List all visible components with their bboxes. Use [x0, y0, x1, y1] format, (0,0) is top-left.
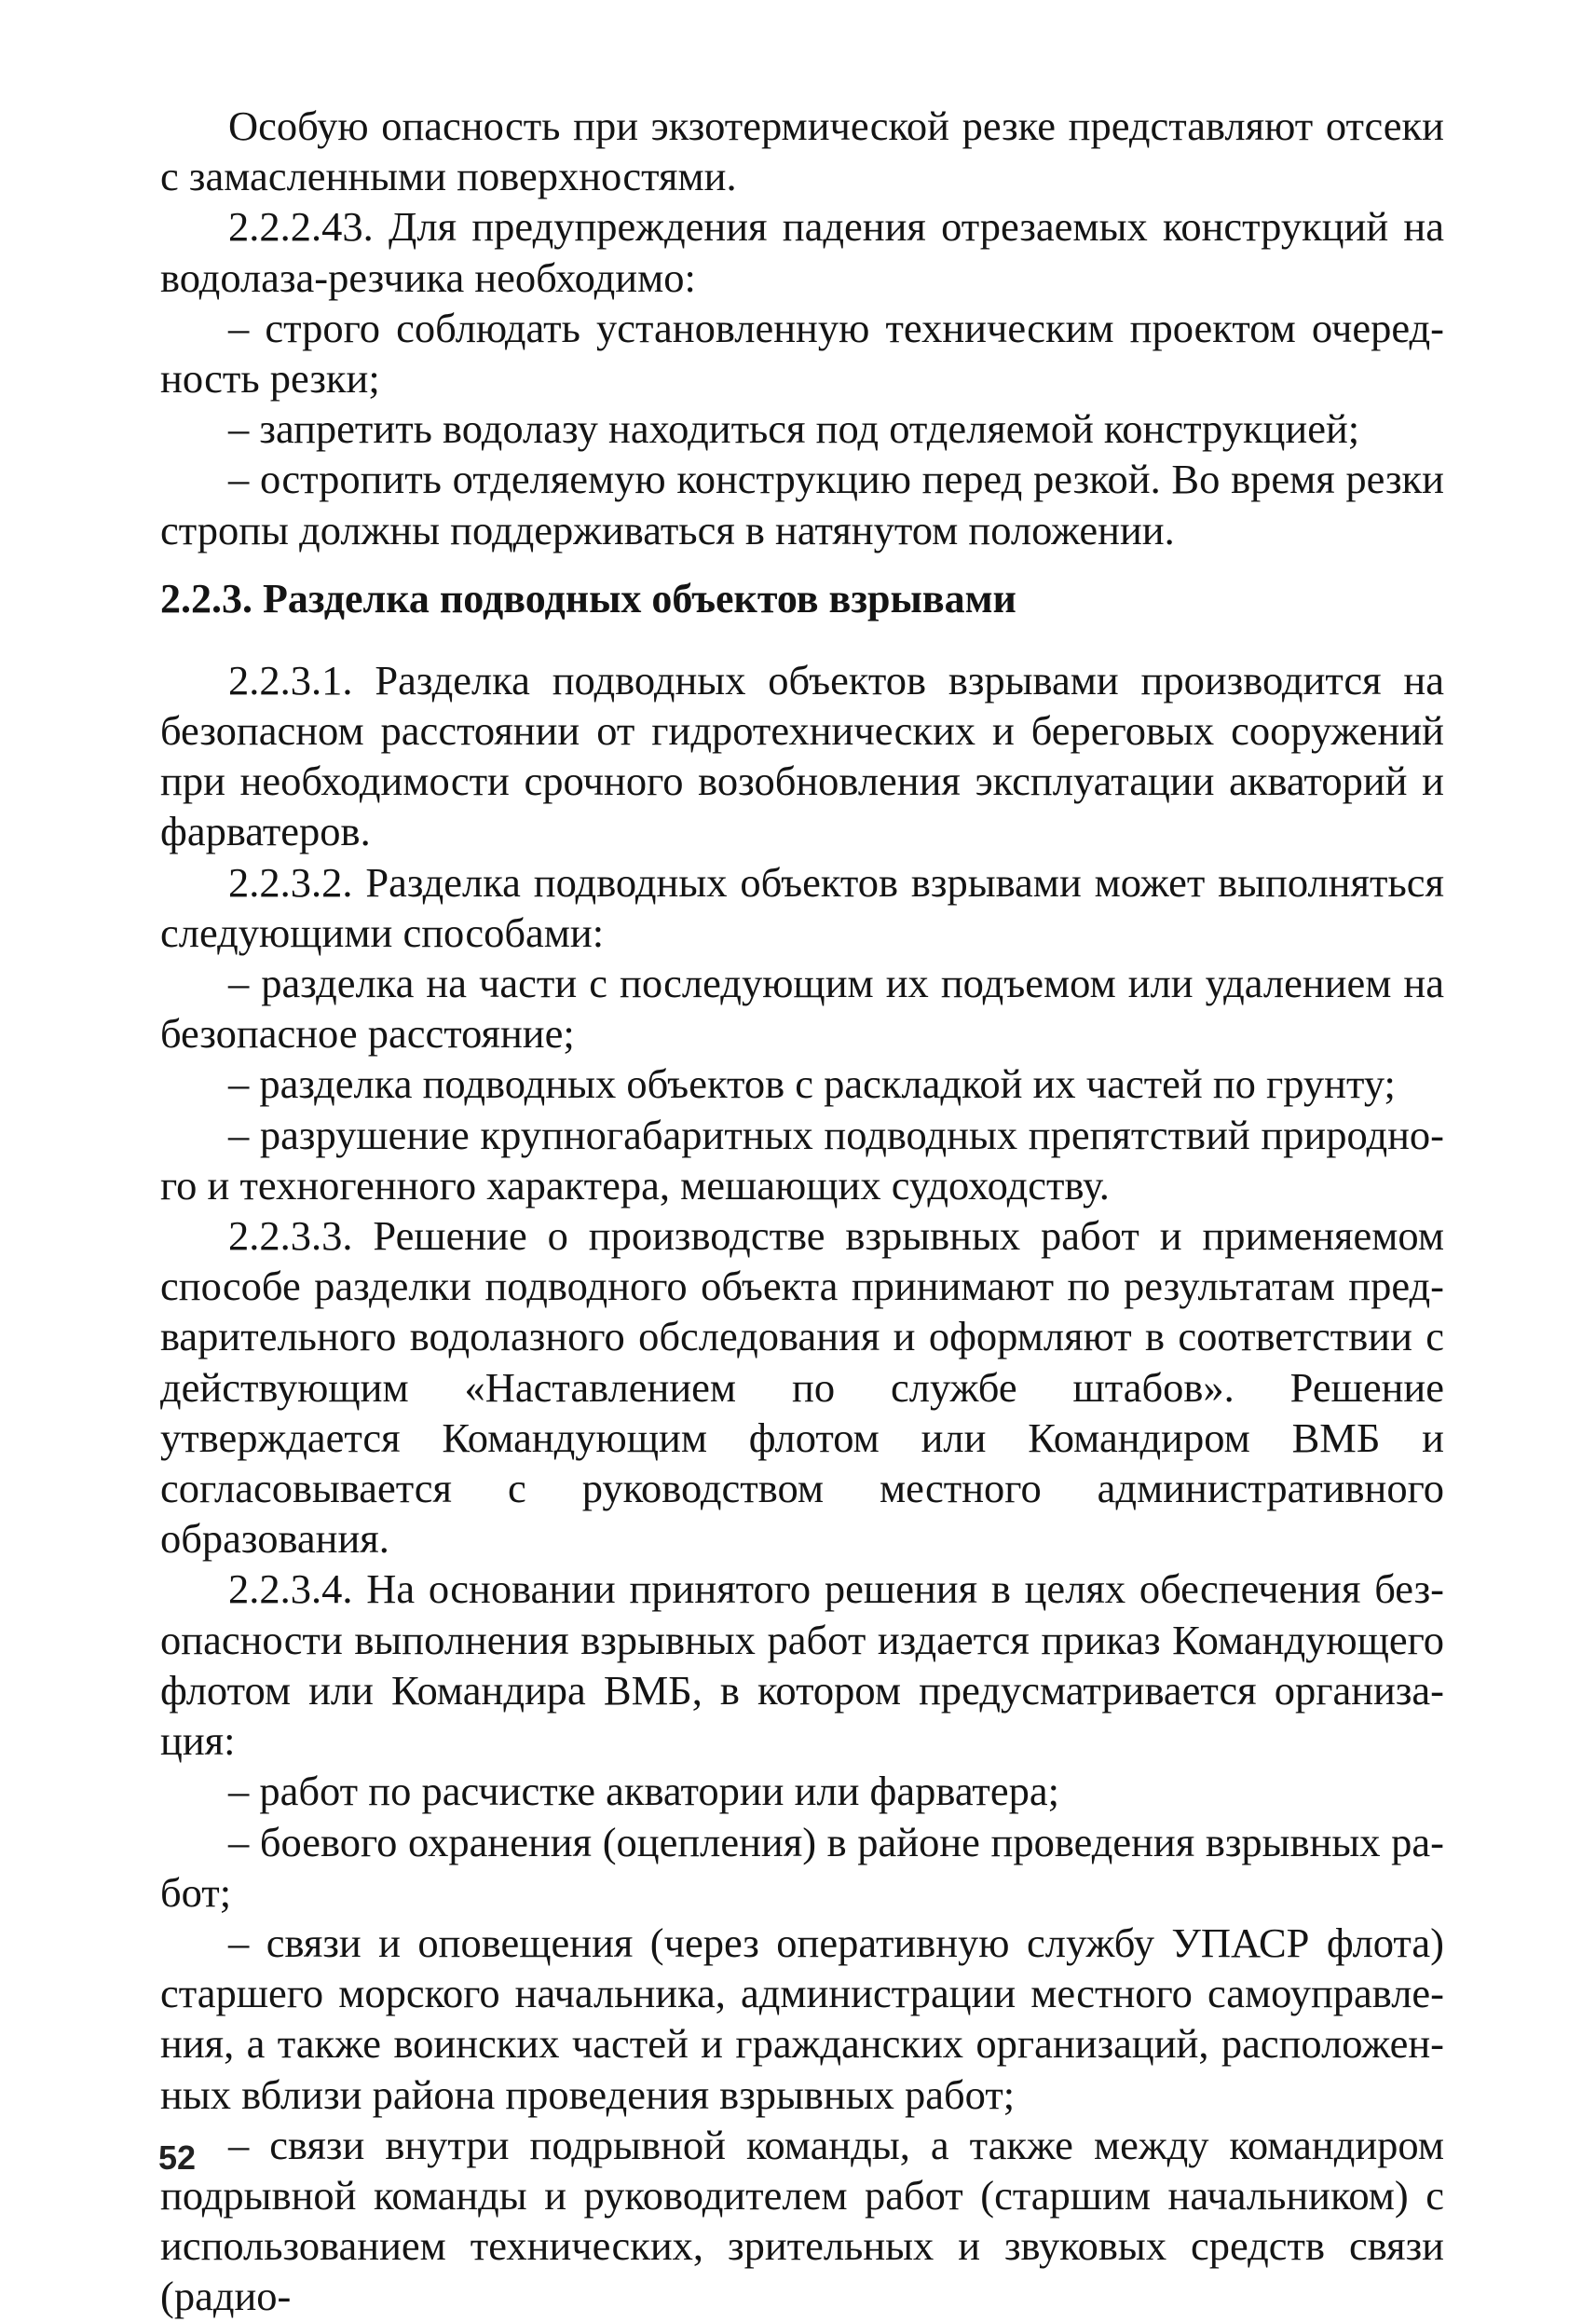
paragraph: 2.2.3.1. Разделка подводных объектов взрывами производится на безопасном расстоянии от гидротехнических и береговых сооружений при необходимости срочного возобновления эксплуатации акваторий и фарватеров. — [160, 656, 1444, 855]
paragraph: 2.2.3.3. Решение о производстве взрывных работ и применяемом способе разделки подводного объекта принимают по результатам предварительного водолазного обследования и оформляют в соответствии с действующим «Наставлением по службе штабов». Решение утверждается Командующим флотом или Командиром ВМБ и согласовывается с руководством местного административного образования. — [160, 1212, 1444, 1563]
page-body — [160, 101, 1444, 2322]
paragraph: 2.2.3.4. На основании принятого решения в целях обеспечения безопасности выполнения взрывных работ издается приказ Командующего флотом или Командира ВМБ, в котором предусматривается организация: — [160, 1565, 1444, 1765]
paragraph: Особую опасность при экзотермической резке представляют отсеки с замасленными поверхностями. — [160, 102, 1444, 200]
list-item: – боевого охранения (оцепления) в районе проведения взрывных работ; — [160, 1818, 1444, 1916]
section-heading: 2.2.3. Разделка подводных объектов взрывами — [160, 575, 1016, 621]
list-item: – запретить водолазу находиться под отделяемой конструкцией; — [228, 405, 1360, 453]
list-item: – разрушение крупногабаритных подводных препятствий природного и техногенного характера, мешающих судоходству. — [160, 1111, 1444, 1209]
paragraph: 2.2.2.43. Для предупреждения падения отрезаемых конструкций на водолаза-резчика необходимо: — [160, 203, 1444, 301]
list-item: – связи внутри подрывной команды, а также между командиром подрывной команды и руководителем работ (старшим начальником) с использованием технических, зрительных и звуковых средств связи (радио- — [160, 2121, 1444, 2320]
paragraph: 2.2.3.2. Разделка подводных объектов взрывами может выполняться следующими способами: — [160, 858, 1444, 956]
list-item: – разделка подводных объектов с раскладкой их частей по грунту; — [228, 1060, 1396, 1108]
list-item: – остропить отделяемую конструкцию перед резкой. Во время резки стропы должны поддерживаться в натянутом положении. — [160, 456, 1444, 553]
list-item: – связи и оповещения (через оперативную службу УПАСР флота) старшего морского начальника, администрации местного самоуправления, а также воинских частей и гражданских организаций, расположенных вблизи района проведения взрывных работ; — [160, 1919, 1444, 2118]
list-item: – разделка на части с последующим их подъемом или удалением на безопасное расстояние; — [160, 960, 1444, 1058]
page-number: 52 — [158, 2138, 197, 2177]
list-item: – работ по расчистке акватории или фарватера; — [228, 1768, 1059, 1815]
list-item: – строго соблюдать установленную техническим проектом очередность резки; — [160, 304, 1444, 403]
